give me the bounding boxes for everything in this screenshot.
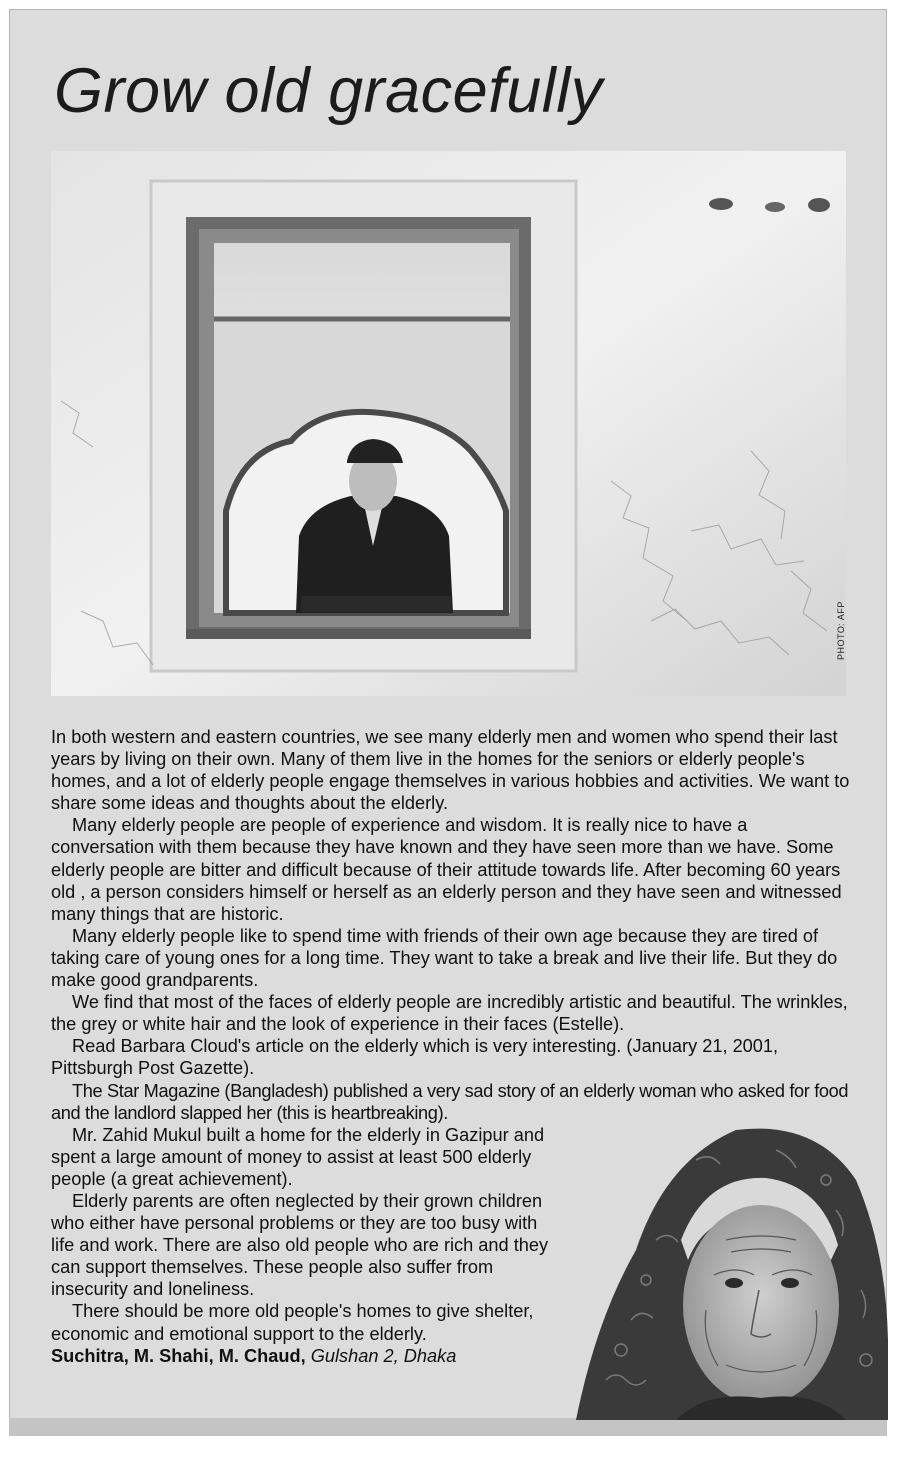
paragraph-6: The Star Magazine (Bangladesh) published a very sad story of an elderly woman who asked for food and the landlord slapped her (this is heartbreaking). bbox=[51, 1080, 849, 1123]
paragraph-5: Read Barbara Cloud's article on the elderly which is very interesting. (January 21, 2001, Pittsburgh Post Gazette). bbox=[51, 1036, 779, 1079]
paragraph-8: Elderly parents are often neglected by their grown children who either have personal problems or they are too busy with life and work. There are also old people who are rich and they can support themselves. These people also suffer from insecurity and loneliness. bbox=[51, 1190, 549, 1300]
paragraph-4: We find that most of the faces of elderly people are incredibly artistic and beautiful. The wrinkles, the grey or white hair and the look of experience in their faces (Estelle). bbox=[51, 992, 848, 1035]
photo-credit: PHOTO: AFP bbox=[836, 601, 846, 660]
paragraph-7: Mr. Zahid Mukul built a home for the elderly in Gazipur and spent a large amount of money to assist at least 500 elderly people (a great achievement). bbox=[51, 1124, 545, 1189]
signature-location: Gulshan 2, Dhaka bbox=[310, 1345, 457, 1366]
signature-names: Suchitra, M. Shahi, M. Chaud, bbox=[51, 1345, 306, 1366]
paragraph-3: Many elderly people like to spend time with friends of their own age because they are tired of taking care of young ones for a long time. They want to take a break and live their life. But they do make good grandparents. bbox=[51, 925, 838, 991]
bottom-border-bar bbox=[9, 1418, 887, 1436]
paragraph-2: Many elderly people are people of experience and wisdom. It is really nice to have a conversation with them because they have known and they have seen more than we have. Some elderly people are bitter and difficult because of their attitude towards life. After becoming 60 years old , a person considers himself or herself as an elderly person and they have seen and witnessed many things that are historic. bbox=[51, 815, 842, 924]
paragraph-1: In both western and eastern countries, we see many elderly men and women who spend their last years by living on their own. Many of them live in the homes for the seniors or elderly people's homes, and a lot of elderly people engage themselves in various hobbies and activities. We want to share some ideas and thoughts about the elderly. bbox=[51, 727, 850, 814]
signature bbox=[51, 1345, 556, 1367]
photo-elderly-woman bbox=[576, 1120, 888, 1420]
photo-elderly-man-window bbox=[51, 151, 846, 696]
paragraph-9: There should be more old people's homes to give shelter, economic and emotional support to the elderly. bbox=[51, 1301, 534, 1344]
headline: Grow old gracefully bbox=[54, 56, 603, 126]
